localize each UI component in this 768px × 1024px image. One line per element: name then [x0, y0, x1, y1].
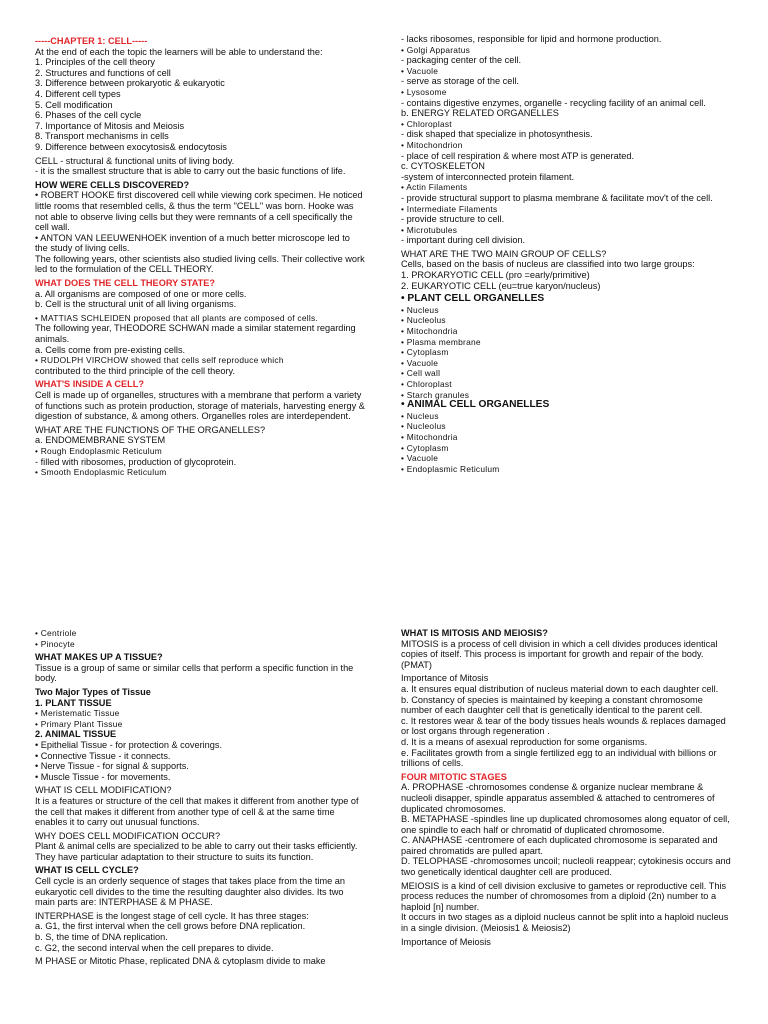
text-line: • Vacuole [401, 357, 439, 368]
text-line: e. Facilitates growth from a single fertilized egg to an individual with billions or trillions of cells. [401, 747, 717, 769]
text-line: • ROBERT HOOKE first discovered cell while viewing cork specimen. He noticed little rooms that resembled cells, & thus the term "CELL" was born. Hooke was not able to observe living cells but they were remnants of a cell specifically the cell wall. [35, 190, 363, 233]
text-line: At the end of each the topic the learners will be able to understand the: [35, 46, 323, 57]
text-line: a. ENDOMEMBRANE SYSTEM [35, 435, 166, 446]
text-line: • Mitochondrion [401, 139, 463, 150]
text-line: 6. Phases of the cell cycle [35, 110, 142, 121]
text-line: - place of cell respiration & where most ATP is generated. [401, 150, 635, 161]
text-line: - contains digestive enzymes, organelle - recycling facility of an animal cell. [401, 97, 706, 108]
text-line: • PLANT CELL ORGANELLES [401, 293, 545, 305]
text-line: - lacks ribosomes, responsible for lipid and hormone production. [401, 34, 662, 44]
text-line: • Smooth Endoplasmic Reticulum [35, 467, 167, 478]
text-line: • Golgi Apparatus [401, 44, 471, 55]
text-line: 1. Principles of the cell theory [35, 57, 156, 68]
text-line: - serve as storage of the cell. [401, 76, 519, 87]
text-line: WHY DOES CELL MODIFICATION OCCUR? [35, 830, 221, 841]
text-line: - it is the smallest structure that is able to carry out the basic functions of life. [35, 166, 346, 177]
text-line: c. G2, the second interval when the cell prepares to divide. [35, 942, 274, 953]
text-line: • Meristematic Tissue [35, 708, 120, 719]
text-line: • Mitochondria [401, 431, 458, 442]
text-line: Two Major Types of Tissue [35, 686, 151, 697]
text-line: • Starch granules [401, 389, 470, 400]
text-line: WHAT ARE THE FUNCTIONS OF THE ORGANELLES? [35, 424, 266, 435]
text-line: • Centriole [35, 628, 77, 638]
text-line: • Rough Endoplasmic Reticulum [35, 445, 163, 456]
text-line: • Nucleus [401, 304, 439, 315]
text-line: a. It ensures equal distribution of nucleus material down to each daughter cell. [401, 683, 719, 694]
text-line: D. TELOPHASE -chromosomes uncoil; nucleoli reappear; cytokinesis occurs and two genetically identical daughter cell are produced. [401, 856, 731, 878]
text-line: Importance of Mitosis [401, 673, 489, 684]
text-line: - provide structural support to plasma membrane & facilitate mov't of the cell. [401, 192, 713, 203]
text-line: • Epithelial Tissue - for protection & coverings. [35, 739, 223, 750]
text-line: b. Constancy of species is maintained by keeping a constant chromosome number of each daughter cell that is genetically identical to the parent cell. [401, 694, 703, 716]
text-line: • Cytoplasm [401, 442, 449, 453]
text-line: c. CYTOSKELETON [401, 161, 485, 172]
text-line: CELL - structural & functional units of living body. [35, 155, 235, 166]
text-line: c. It restores wear & tear of the body tissues heals wounds & replaces damaged or lost organs through regeneration . [401, 715, 726, 737]
column-bottom-right [401, 628, 731, 947]
text-line: Cell is made up of organelles, structures with a membrane that perform a variety of functions such as protein production, storage of materials, harvesting energy & digestion of substance, & among others. Organelles roles are interdependent. [35, 390, 365, 422]
text-line: INTERPHASE is the longest stage of cell cycle. It has three stages: [35, 910, 309, 921]
text-line: The following years, other scientists also studied living cells. Their collective work led to the formulation of the CELL THEORY. [35, 253, 365, 275]
text-line: 4. Different cell types [35, 88, 121, 99]
text-line: • Nucleolus [401, 421, 446, 432]
text-line: • RUDOLPH VIRCHOW showed that cells self reproduce which [35, 355, 284, 366]
text-line: • Microtubules [401, 224, 458, 235]
text-line: Cells, based on the basis of nucleus are classified into two large groups: [401, 259, 695, 270]
text-line: It occurs in two stages as a diploid nucleus cannot be split into a haploid nucleus in a single division. (Meiosis1 & Meiosis2) [401, 912, 729, 934]
text-line: a. All organisms are composed of one or more cells. [35, 288, 247, 299]
text-line: B. METAPHASE -spindles line up duplicated chromosomes along equator of cell, one spindle to each half or chromatid of duplicated chromosome. [401, 814, 730, 835]
text-line: b. Cell is the structural unit of all living organisms. [35, 299, 237, 310]
text-line: - packaging center of the cell. [401, 55, 522, 66]
text-line: M PHASE or Mitotic Phase, replicated DNA & cytoplasm divide to make [35, 956, 326, 967]
text-line: • Chloroplast [401, 118, 452, 129]
text-line: • Muscle Tissue - for movements. [35, 771, 171, 782]
text-line: • Mitochondria [401, 326, 458, 337]
text-line: 1. PLANT TISSUE [35, 697, 112, 708]
text-line: 9. Difference between exocytosis& endocytosis [35, 141, 227, 152]
text-line: Plant & animal cells are specialized to be able to carry out their tasks efficiently. They have particular adaptation to their structure to suits its function. [35, 841, 358, 862]
text-line: • Pinocyte [35, 638, 75, 649]
text-line: MITOSIS is a process of cell division in which a cell divides produces identical copies of itself. This process is important for growth and repair of the body. (PMAT) [401, 638, 718, 670]
text-line: • Connective Tissue - it connects. [35, 750, 171, 761]
text-line: WHAT IS MITOSIS AND MEIOSIS? [401, 628, 548, 638]
text-line: - filled with ribosomes, production of glycoprotein. [35, 456, 237, 467]
text-line: It is a features or structure of the cell that makes it different from another type of the cell that makes it different from another type of cell & at the same time enables it to carry out unusual functions. [35, 795, 359, 828]
text-line: HOW WERE CELLS DISCOVERED? [35, 179, 190, 190]
text-line: • Nerve Tissue - for signal & supports. [35, 761, 189, 772]
text-line: WHAT ARE THE TWO MAIN GROUP OF CELLS? [401, 248, 607, 259]
text-line: Cell cycle is an orderly sequence of stages that takes place from the time an eukaryotic cell divides to the time the resulting daughter also divides. Its two main parts are: INTERPHASE & M PHASE. [35, 876, 345, 908]
text-line: WHAT MAKES UP A TISSUE? [35, 652, 163, 663]
text-line: Importance of Meiosis [401, 936, 491, 947]
text-line: d. It is a means of asexual reproduction for some organisms. [401, 736, 648, 747]
text-line: -----CHAPTER 1: CELL----- [35, 36, 148, 46]
text-line: WHAT'S INSIDE A CELL? [35, 379, 145, 390]
text-line: 2. ANIMAL TISSUE [35, 729, 117, 740]
column-bottom-left [35, 628, 365, 967]
text-line: WHAT DOES THE CELL THEORY STATE? [35, 278, 216, 289]
text-line: • Actin Filaments [401, 182, 468, 193]
text-line: • Vacuole [401, 65, 439, 76]
text-line: 3. Difference between prokaryotic & eukaryotic [35, 78, 225, 89]
text-line: Tissue is a group of same or similar cells that perform a specific function in the body. [35, 662, 354, 684]
text-line: WHAT IS CELL CYCLE? [35, 865, 139, 876]
text-line: -system of interconnected protein filament. [401, 171, 575, 182]
text-line: • MATTIAS SCHLEIDEN proposed that all plants are composed of cells. [35, 312, 318, 323]
text-line: • Chloroplast [401, 379, 452, 389]
text-line: 2. EUKARYOTIC CELL (eu=true karyon/nucleus) [401, 280, 601, 291]
text-line: - disk shaped that specialize in photosynthesis. [401, 129, 593, 140]
text-line: - provide structure to cell. [401, 214, 505, 225]
text-line: FOUR MITOTIC STAGES [401, 771, 507, 782]
text-line: • Nucleus [401, 410, 439, 421]
text-line: a. G1, the first interval when the cell grows before DNA replication. [35, 921, 306, 932]
text-line: b. S, the time of DNA replication. [35, 932, 168, 943]
text-line: MEIOSIS is a kind of cell division exclusive to gametes or reproductive cell. This process reduces the number of chromosomes from a diploid (2n) number to a haploid [n] number. [401, 880, 727, 912]
text-line: • ANIMAL CELL ORGANELLES [401, 399, 550, 411]
text-line: • Intermediate Filaments [401, 203, 498, 214]
text-line: • Vacuole [401, 453, 439, 464]
text-line: The following year, THEODORE SCHWAN made a similar statement regarding animals. [35, 323, 356, 345]
text-line: • Lysosome [401, 86, 447, 97]
text-line: • ANTON VAN LEEUWENHOEK invention of a much better microscope led to the study of living cells. [35, 232, 350, 254]
text-line: 1. PROKARYOTIC CELL (pro =early/primitive) [401, 270, 590, 281]
text-line: • Nucleolus [401, 315, 446, 326]
text-line: a. Cells come from pre-existing cells. [35, 344, 186, 355]
text-line: 7. Importance of Mitosis and Meiosis [35, 120, 185, 131]
text-line: WHAT IS CELL MODIFICATION? [35, 785, 172, 796]
text-line: contributed to the third principle of the cell theory. [35, 365, 236, 376]
text-line: 5. Cell modification [35, 99, 113, 110]
text-line: • Cytoplasm [401, 347, 449, 358]
column-top-right [401, 34, 731, 474]
text-line: 8. Transport mechanisms in cells [35, 131, 169, 142]
text-line: A. PROPHASE -chromosomes condense & organize nuclear membrane & nucleoli disapper, spindle apparatus assembled & attached to centromeres of duplicated chromosomes. [401, 782, 715, 814]
column-top-left [35, 36, 365, 478]
text-line: • Plasma membrane [401, 336, 481, 347]
text-line: • Cell wall [401, 368, 441, 379]
text-line: - important during cell division. [401, 235, 526, 246]
text-line: b. ENERGY RELATED ORGANELLES [401, 108, 559, 119]
text-line: • Endoplasmic Reticulum [401, 463, 500, 474]
text-line: 2. Structures and functions of cell [35, 67, 171, 78]
text-line: C. ANAPHASE -centromere of each duplicated chromosome is separated and paired chromatids are pulled apart. [401, 835, 718, 856]
text-line: • Primary Plant Tissue [35, 718, 123, 729]
